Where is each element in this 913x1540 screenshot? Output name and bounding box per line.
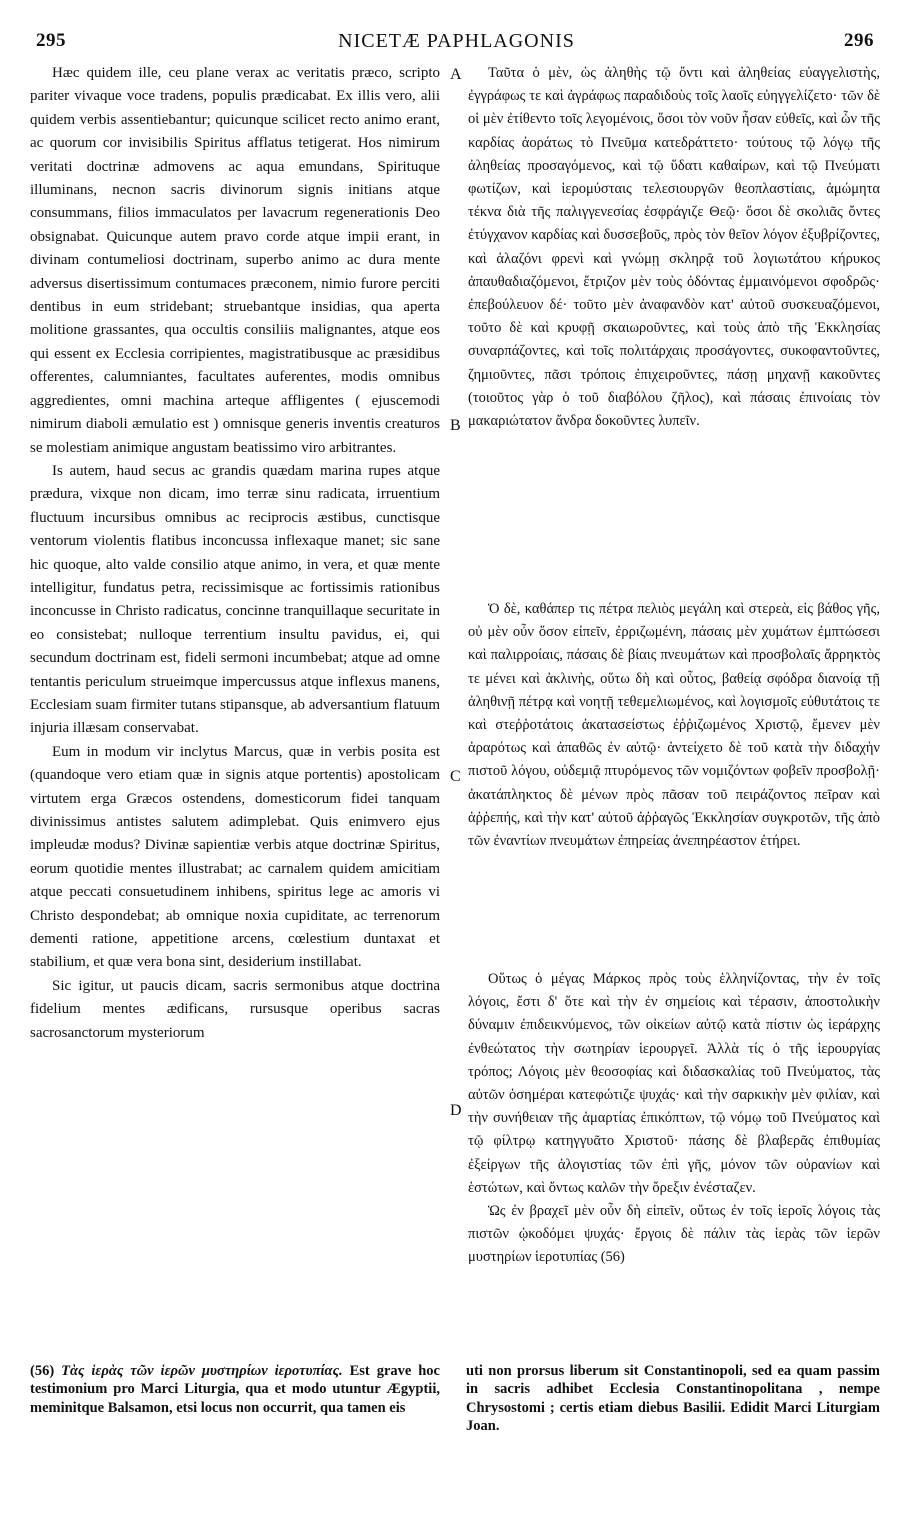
margin-marker-c: C [450, 768, 461, 785]
footnote-label: (56) [30, 1363, 55, 1379]
running-title: NICETÆ PAPHLAGONIS [338, 30, 575, 52]
latin-paragraph: Sic igitur, ut paucis dicam, sacris sermonibus atque doctrina fidelium mentes ædificans, rursusque operibus sacras sacrosanctorum mysteriorum [30, 977, 440, 1041]
page-number-left: 295 [36, 30, 66, 51]
footnote-text: Est grave hoc testimonium pro Marci Liturgia, qua et modo utuntur Ægyptii, meminitque Balsamon, etsi locus non occurrit, qua tamen eis [30, 1363, 440, 1416]
latin-paragraph: Hæc quidem ille, ceu plane verax ac veritatis præco, scripto pariter vivaque voce tradens, populis prædicabat. Ex illis vero, alii quidem verbis assentiebantur; quicunque scilicet recto animo erant, ac quorum cor invisibilis Spiritus afflatus tetigerat. Hos nimirum veritati doctrinæ admovens ac aqua emundans, Spirituque illuminans, necnon sacris divinorum signis initians atque consummans, filios immaculatos per lavacrum regenerationis Deo obsignabat. Quicunque autem pravo corde atque impii erant, in divinam contumeliosi doctrinam, superbo animo ac dura mente adversus disertissimum contumaces præconem, nimio furore perciti dentibus in eum stridebant; struebantque insidias, qua aperta molitione grassantes, qua occultis consiliis malignantes, atque eos qui essent ex Ecclesia corripientes, magistratibusque ac præsidibus offerentes, calumniantes, facultates auferentes, modis omnibus aggredientes, omni machina arteque affligentes ( ejuscemodi nimirum diaboli æmulatio est ) omnisque generis inventis creaturos se molestiam animique angustam beatissimo viro arbitrantes. [30, 65, 440, 456]
greek-paragraph: Ὁ δὲ, καθάπερ τις πέτρα πελιὸς μεγάλη καὶ στερεὰ, εἰς βάθος γῆς, οὐ μὲν οὖν ὅσον εἰπεῖν, ἐρριζωμένη, πάσαις μὲν χυμάτων ἐμπτώσεσι καὶ παλιρροίαις, πάσαις δὲ βίαις πνευμάτων καὶ προσβολαῖς ἄρρηκτὸς τε μένει καὶ ἀκλινὴς, οὕτω δὴ καὶ οὗτος, βαθείᾳ σφόδρα διανοίᾳ τῇ ἀληθινῇ πέτρᾳ καὶ νοητῇ τεθεμελιωμένος, καὶ λογισμοῖς εὐθυτάτοις τε καὶ στεῤῥοτάτοις ἀκατασείστως ἐῤῥιζωμένος Χριστῷ, ἔμενεν μὲν ἀραρότως καὶ ἀπαθῶς ἐν αὐτῷ· ἀντείχετο δὲ τοῦ κατὰ τὴν διδαχὴν πιστοῦ λόγου, οὐδεμιᾷ πτυρόμενος τῶν νομιζόντων φοβεῖν προσβολῇ· ἀκατάπληκτος δὲ μένων πρὸς πᾶσαν τοῦ πειράζοντος πεῖραν καὶ ἀῤῥεπής, καὶ τὴν κατ' αὐτοῦ ἀῤῥαγῶς Ἐκκλησίαν συγκροτῶν, τῆς ἀπὸ τῶν ἐναντίων πνευμάτων ἐπηρείας ἀνεπηρέαστον ἐτήρει. [468, 601, 880, 850]
footnote-right [466, 1362, 880, 1435]
greek-paragraph: Ὡς ἐν βραχεῖ μὲν οὖν δὴ εἰπεῖν, οὕτως ἐν τοῖς ἱεροῖς λόγοις τὰς πιστῶν ᾠκοδόμει ψυχάς· ἔργοις δὲ πάλιν τὰς ἱερὰς τῶν ἱερῶν μυστηρίων ἱεροτυπίας (56) [468, 1203, 880, 1266]
margin-marker-b: B [450, 417, 461, 434]
margin-marker-a: A [450, 66, 462, 83]
latin-paragraph: Eum in modum vir inclytus Marcus, quæ in verbis posita est (quandoque vero etiam quæ in signis atque portentis) apostolicam virtutem erga Græcos ostendens, domesticorum fidei tanquam divinissimus antistes salutem adimplebat. Quis enimvero ejus impleudæ modus? Divinæ sapientiæ verbis atque doctrinæ Spiritus, eorum quotidie mentes illustrabat; ac carnalem quidem amicitiam atque peccati consuetudinem inhibens, spiritus lege ac amoris vi Christo despondebat; ab omnique noxia cupiditate, ac terrenorum dementi ratione, appetitione arcens, cœlestium duntaxat et stabilium, et quæ vera bona sint, desiderium instillabat. [30, 743, 440, 971]
latin-paragraph: Is autem, haud secus ac grandis quædam marina rupes atque prædura, vixque non dicam, imo terræ sinu radicata, irruentium fluctuum incursibus omnibus ac reciprocis æstibus, cunctisque ventorum violentis flatibus inconcussa inflexaque manet; sic sane hic quoque, alto valde consilio atque animo, in vera, et quæ mente intelligitur, fundatus petra, recissimisque ac fortissimis rationibus inconcusse in Christo radicatus, concinne tranquillaque securitate in eo consistebat; nulloque terrentium insultu pavidus, ei, qui secundum doctrinam est, fideli sermoni incumbebat; atque ad omne tentantis periculum strueimque impercussus atque inflexus manens, Ecclesiam suam firmiter tutans stipansque, ab adversantium flatuum injuria illæsam conservabat. [30, 462, 440, 737]
greek-column-block-3 [468, 968, 880, 1270]
page-number-right: 296 [844, 30, 874, 51]
greek-paragraph: Ταῦτα ὁ μὲν, ὡς ἀληθὴς τῷ ὄντι καὶ ἀληθείας εὐαγγελιστὴς, ἐγγράφως τε καὶ ἀγράφως παραδιδοὺς τοῖς λαοῖς εὐηγγελίζετο· τῶν δὲ οἱ μὲν ἐτίθεντο τοῖς λεγομένοις, ὅσοι τὸν νοῦν ἦσαν εὐθεῖς, καὶ ὧν τῆς καρδίας ἀοράτως τὸ Πνεῦμα κατεδράττετο· τούτους τῷ λόγῳ τῆς ἀληθείας προσαγόμενος, καὶ τῷ ὕδατι καθαίρων, καὶ τῷ Πνεύματι φωτίζων, καὶ ἱερομύσταις τελεσιουργῶν θεοπλαστίαις, ἀμώμητα τέκνα διὰ τῆς παλιγγενεσίας ἐσφράγιζε Θεῷ· ὅσοι δὲ σκολιᾶς ὄντες ἐτύγχανον καρδίας καὶ δυσσεβοῦς, πρὸς τὸν θεῖον λόγον ἐξυβρίζοντες, καὶ ἀλαζόνι φρενὶ καὶ γνώμῃ σκληρᾷ τοῦ λογιωτάτου κήρυκος ἀπαυθαδιαζόμενοι, ἔτριζον μὲν τοὺς ὀδόντας ἐμμαινόμενοι σφοδρῶς· ἐπεβούλευον δέ· τοῦτο μὲν ἀναφανδὸν κατ' αὐτοῦ συσκευαζόμενοι, τοῦτο δὲ καὶ κρυφῇ σκαιωροῦντες, καὶ τοὺς ἀπὸ τῆς Ἐκκλησίας συναρπάζοντες, καὶ τοῖς πολιτάρχαις προσάγοντες, συκοφαντοῦντες, ζημιοῦντες, πᾶσι τρόποις ἐπιχειροῦντες, πάσῃ μηχανῇ κακοῦντες (τοιοῦτος γὰρ ὁ τοῦ διαβόλου ζῆλος), καὶ πάσαις ἐπινοίαις τὸν μακαριώτατον ἄνδρα δοκοῦντες λυπεῖν. [468, 65, 880, 430]
greek-column-block-1 [468, 62, 880, 433]
greek-column-block-2 [468, 598, 880, 853]
latin-column [30, 62, 440, 1045]
footnote-left [30, 1362, 440, 1417]
greek-paragraph: Οὕτως ὁ μέγας Μάρκος πρὸς τοὺς ἑλληνίζοντας, τὴν ἐν τοῖς λόγοις, ἔστι δ' ὅτε καὶ τὴν ἐν σημείοις καὶ τέρασιν, ἀποστολικὴν δύναμιν ἐπιδεικνύμενος, τῶν οἰκείων αὐτῷ κατὰ πίστιν ὡς ἱεράρχης ἐνθεώτατος τὴν σωτηρίαν ἱερουργεῖ. Ἀλλὰ τίς ὁ τῆς ἱερουργίας τρόπος; Λόγοις μὲν θεοσοφίας καὶ διδασκαλίας τοῦ Πνεύματος, τὰς αὐτῶν ὁσημέραι κατεφώτιζε ψυχάς· καὶ τὴν σαρκικὴν μὲν φιλίαν, καὶ τὴν συνήθειαν τῆς ἁμαρτίας ἐπικόπτων, τῷ νόμῳ τοῦ Πνεύματος καὶ τῷ φίλτρῳ κατηγγυᾶτο Χριστοῦ· πάσης δὲ βλαβερᾶς ἐπιθυμίας ἐξείργων τῆς ἀλογιστίας τῶν ἐπὶ γῆς, μόνον τῶν οὐρανίων καὶ ἑστώτων, καὶ ὄντως καλῶν τὴν ὄρεξιν ἐνέσταζεν. [468, 971, 880, 1196]
footnote-text-continued: uti non prorsus liberum sit Constantinopoli, sed ea quam passim in sacris adhibet Ecclesia Constantinopolitana , nempe Chrysostomi ; certis etiam diebus Basilii. Edidit Marci Liturgiam Joan. [466, 1363, 880, 1434]
footnote-greek-phrase: Τὰς ἱερὰς τῶν ἱερῶν μυστηρίων ἱεροτυπίας. [61, 1363, 343, 1379]
margin-marker-d: D [450, 1102, 462, 1119]
